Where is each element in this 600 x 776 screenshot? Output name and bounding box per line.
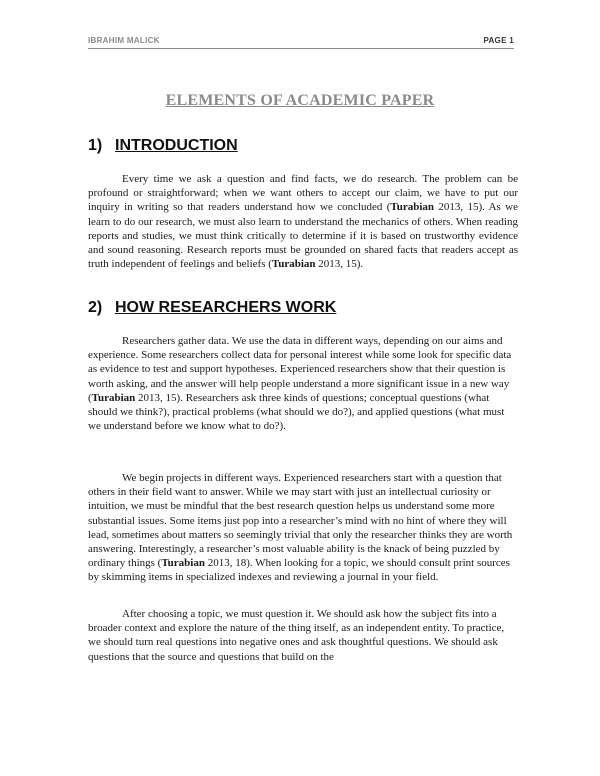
citation-author: Turabian [161,557,205,570]
document-title: ELEMENTS OF ACADEMIC PAPER [165,92,435,109]
section-title: HOW RESEARCHERS WORK [115,299,337,316]
section-number: 2) [88,299,103,316]
paragraph: After choosing a topic, we must question it. We should ask how the subject fits into a broader context and explore the nature of the thing itself, as an independent entity. To practice, we should turn real questions into negative ones and ask thoughtful questions. We should ask questions that the source and questions that build on the [88,608,505,663]
citation-author: Turabian [91,391,136,404]
paragraph: Researchers gather data. We use the data in different ways, depending on our aims and experience. Some researchers collect data for personal interest while some look for specific data as evidence to test and support hypotheses. Experienced researchers show that their question is worth asking, and the answer will help people understand a more significant issue in a new way (Turabian 2013, 15). Researchers ask three kinds of questions; conceptual questions (what should we think?), practical problems (what should we do?), and applied questions (what must we understand before we know what to do?). [88,335,512,433]
paragraph: We begin projects in different ways. Experienced researchers start with a question that others in their field want to answer. While we may start with just an intellectual curiosity or intuition, we must be mindful that the best research question helps us understand some more substantial issues. Some items just pop into a researcher’s mind with no hint of where they will lead, sometimes about matters so seemingly trivial that only the researcher thinks they are worth answering. Interestingly, a researcher’s most valuable ability is the knack of being puzzled by ordinary things (Turabian 2013, 18). When looking for a topic, we should consult print sources by skimming items in specialized indexes and reviewing a journal in your field. [88,472,513,584]
header-page-number: PAGE 1 [483,36,514,45]
section-title: INTRODUCTION [115,137,238,154]
paragraph: Every time we ask a question and find facts, we do research. The problem can be profound or straightforward; when we want others to accept our claim, we have to put our inquiry in writing so that readers understand how we concluded (Turabian 2013, 15). As we learn to do our research, we must also learn to understand the mechanics of others. When reading reports and studies, we must think critically to determine if it is based on trustworthy evidence and sound reasoning. Research reports must be grounded on shared facts that readers accept as truth independent of feelings and beliefs (Turabian 2013, 15). [88,173,519,271]
citation-author: Turabian [390,201,435,214]
citation-author: Turabian [271,258,316,271]
page-header [88,36,514,49]
section-number: 1) [88,137,103,154]
header-author: IBRAHIM MALICK [88,36,160,45]
section-heading-introduction [88,137,238,155]
section-heading-how-researchers-work [88,299,336,317]
